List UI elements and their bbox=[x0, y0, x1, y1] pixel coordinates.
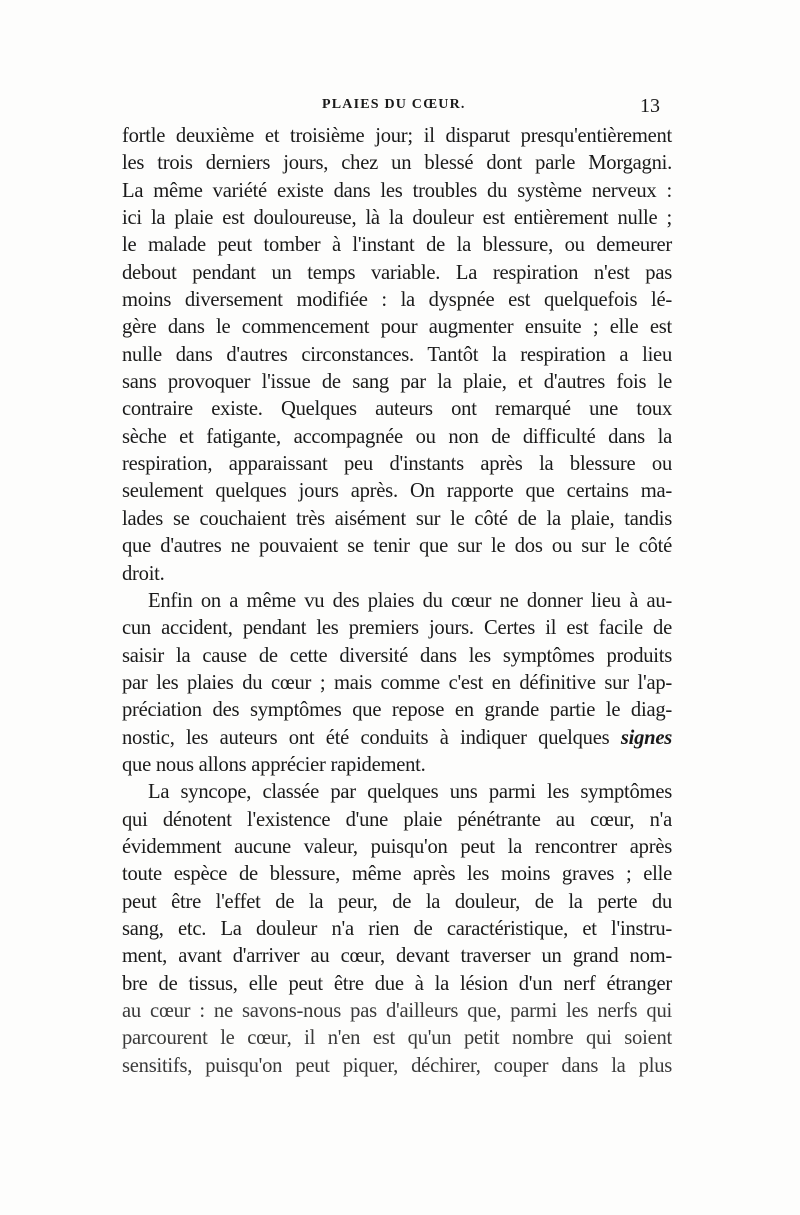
text-line: contraire existe. Quelques auteurs ont remarqué une toux bbox=[122, 398, 672, 421]
text-line: respiration, apparaissant peu d'instants après la blessure ou bbox=[122, 453, 672, 476]
body-text bbox=[122, 123, 672, 1080]
text-line: gère dans le commencement pour augmenter ensuite ; elle est bbox=[122, 316, 672, 339]
text-line: La même variété existe dans les troubles du système nerveux : bbox=[122, 179, 672, 202]
running-header bbox=[122, 95, 660, 123]
text-line: ment, avant d'arriver au cœur, devant traverser un grand nom- bbox=[122, 945, 672, 968]
text-line: que nous allons apprécier rapidement. bbox=[122, 753, 426, 776]
text-line: sèche et fatigante, accompagnée ou non de difficulté dans la bbox=[122, 425, 672, 448]
text-line: évidemment aucune valeur, puisqu'on peut la rencontrer après bbox=[122, 835, 672, 858]
text-line: les trois derniers jours, chez un blessé dont parle Morgagni. bbox=[122, 152, 672, 175]
text-line: droit. bbox=[122, 562, 165, 585]
text-line: saisir la cause de cette diversité dans les symptômes produits bbox=[122, 644, 672, 667]
text-line: debout pendant un temps variable. La respiration n'est pas bbox=[122, 261, 672, 284]
text-line: préciation des symptômes que repose en grande partie le diag- bbox=[122, 699, 672, 722]
text-line: sang, etc. La douleur n'a rien de caractéristique, et l'instru- bbox=[122, 917, 672, 940]
text-line: toute espèce de blessure, même après les moins graves ; elle bbox=[122, 863, 672, 886]
paragraph-1 bbox=[122, 123, 672, 588]
text-line: Enfin on a même vu des plaies du cœur ne donner lieu à au- bbox=[148, 589, 672, 612]
text-line: nulle dans d'autres circonstances. Tantôt la respiration a lieu bbox=[122, 343, 672, 366]
text-line: le malade peut tomber à l'instant de la blessure, ou demeurer bbox=[122, 234, 672, 257]
italic-word: signes bbox=[620, 726, 672, 749]
text-line: moins diversement modifiée : la dyspnée est quelquefois lé- bbox=[122, 289, 672, 312]
text-line: fortle deuxième et troisième jour; il disparut presqu'entièrement bbox=[122, 125, 672, 147]
text-line: qui dénotent l'existence d'une plaie pénétrante au cœur, n'a bbox=[122, 808, 672, 831]
text-segment: nostic, les auteurs ont été conduits à indiquer quelques bbox=[122, 726, 610, 749]
text-line: au cœur : ne savons-nous pas d'ailleurs que, parmi les nerfs qui bbox=[122, 1000, 672, 1022]
running-title: PLAIES DU CŒUR. bbox=[322, 97, 466, 112]
text-line: sans provoquer l'issue de sang par la plaie, et d'autres fois le bbox=[122, 371, 672, 394]
text-line: que d'autres ne pouvaient se tenir que sur le dos ou sur le côté bbox=[122, 535, 672, 558]
text-line: peut être l'effet de la peur, de la douleur, de la perte du bbox=[122, 890, 672, 913]
text-line: sensitifs, puisqu'on peut piquer, déchirer, couper dans la plus bbox=[122, 1054, 672, 1077]
text-line: lades se couchaient très aisément sur le côté de la plaie, tandis bbox=[122, 507, 672, 530]
text-line-with-italic bbox=[122, 725, 672, 752]
text-line: ici la plaie est douloureuse, là la douleur est entièrement nulle ; bbox=[122, 207, 672, 230]
text-line: seulement quelques jours après. On rapporte que certains ma- bbox=[122, 480, 672, 503]
text-line: bre de tissus, elle peut être due à la lésion d'un nerf étranger bbox=[122, 972, 672, 995]
paragraph-3 bbox=[122, 779, 672, 1080]
text-line: La syncope, classée par quelques uns parmi les symptômes bbox=[148, 781, 672, 804]
text-line: cun accident, pendant les premiers jours. Certes il est facile de bbox=[122, 617, 672, 640]
paragraph-2 bbox=[122, 588, 672, 779]
page-number: 13 bbox=[640, 95, 660, 117]
text-line: parcourent le cœur, il n'en est qu'un petit nombre qui soient bbox=[122, 1027, 672, 1050]
text-line: par les plaies du cœur ; mais comme c'est en définitive sur l'ap- bbox=[122, 671, 672, 694]
